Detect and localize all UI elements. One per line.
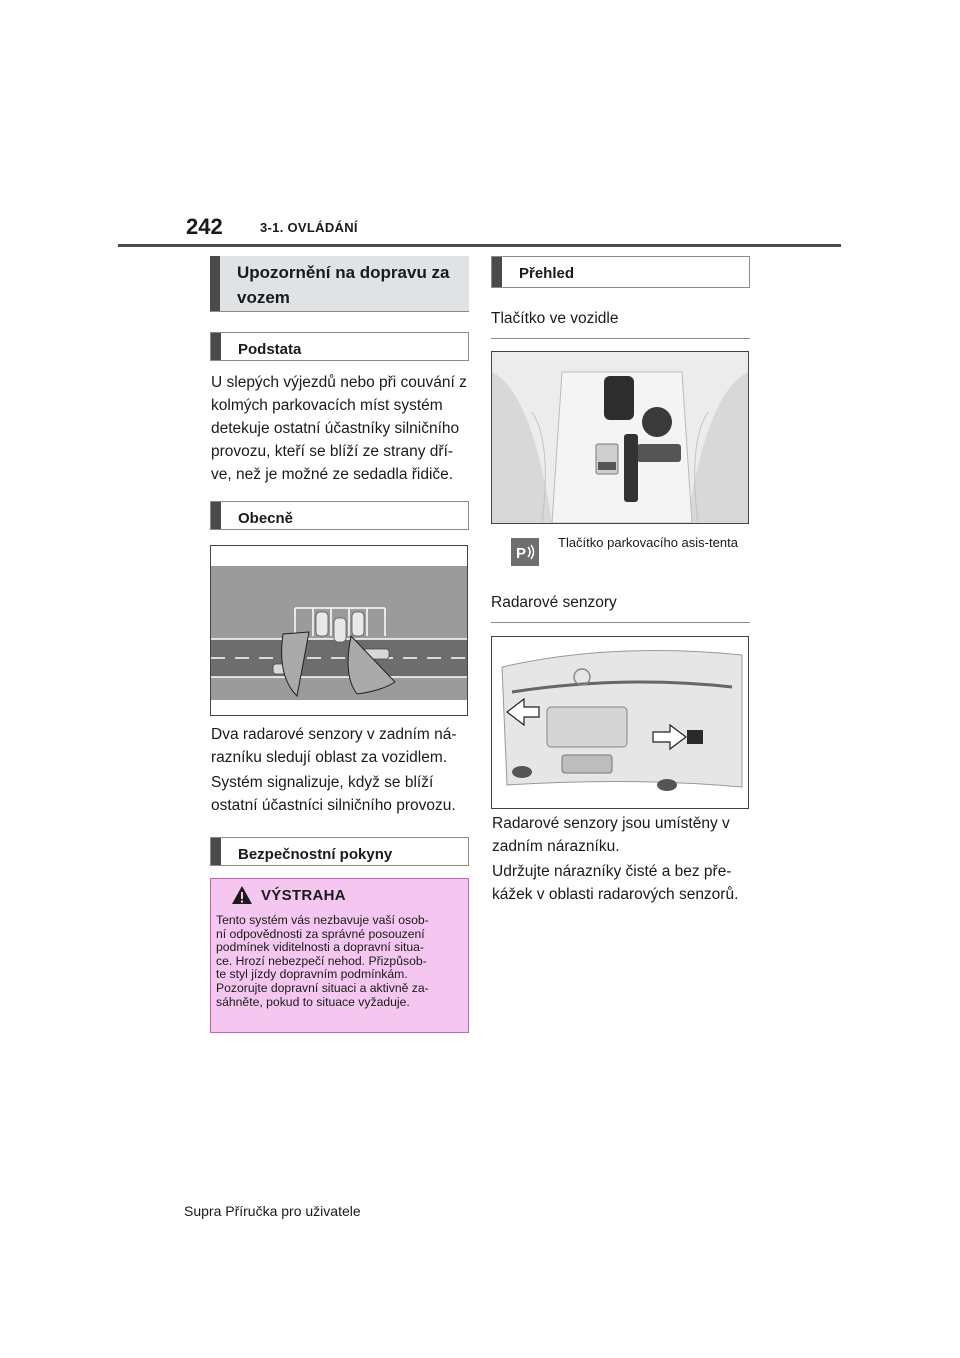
parking-radar-illustration bbox=[210, 545, 468, 716]
warning-triangle-icon bbox=[231, 885, 253, 905]
button-subheading bbox=[491, 310, 750, 339]
main-heading-text: Upozornění na dopravu za vozem bbox=[237, 263, 450, 307]
warning-title: VÝSTRAHA bbox=[261, 887, 346, 904]
heading-bar bbox=[211, 333, 221, 360]
footer-text: Supra Příručka pro uživatele bbox=[184, 1203, 361, 1219]
header-rule bbox=[118, 244, 841, 247]
prehled-heading bbox=[491, 256, 750, 288]
svg-text:P: P bbox=[516, 545, 527, 562]
obecne-heading-text: Obecně bbox=[238, 510, 294, 527]
parking-radar-svg bbox=[211, 546, 467, 715]
center-console-illustration bbox=[491, 351, 749, 524]
page-number: 242 bbox=[186, 214, 223, 239]
radar-subheading bbox=[491, 594, 750, 623]
safety-heading bbox=[210, 837, 469, 866]
button-caption: Tlačítko parkovacího asis-tenta bbox=[558, 535, 738, 550]
podstata-heading-text: Podstata bbox=[238, 341, 302, 358]
prehled-heading-text: Přehled bbox=[519, 265, 575, 282]
podstata-heading bbox=[210, 332, 469, 361]
parking-assist-icon bbox=[511, 538, 539, 566]
warning-text: Tento systém vás nezbavuje vaší osob- ní odpovědnosti za správné posouzení podmínek viditelnosti a dopravní situa- ce. Hrozí nebezpečí nehod. Přizpůsob- te styl jízdy dopravním podmínkám. Pozorujte dopravní situaci a aktivně za- sáhněte, pokud to situace vyžaduje. bbox=[216, 913, 429, 1009]
heading-bar bbox=[211, 838, 221, 865]
radar-paragraph-2: Udržujte nárazníky čisté a bez pře-kážek v oblasti radarových senzorů. bbox=[492, 863, 739, 903]
obecne-paragraph-2: Systém signalizuje, když se blíží ostatní účastníci silničního provozu. bbox=[211, 774, 456, 814]
podstata-paragraph: U slepých výjezdů nebo při couvání z kolmých parkovacích míst systém detekuje ostatní účastníky silničního provozu, kteří se blíží ze strany dří-ve, než je možné ze sedadla řidiče. bbox=[211, 374, 467, 483]
radar-paragraph-1: Radarové senzory jsou umístěny v zadním nárazníku. bbox=[492, 815, 730, 855]
rear-bumper-illustration bbox=[491, 636, 749, 809]
rear-bumper-svg bbox=[492, 637, 748, 808]
heading-bar bbox=[210, 256, 220, 311]
button-subheading-text: Tlačítko ve vozidle bbox=[491, 310, 619, 327]
section-title: 3-1. OVLÁDÁNÍ bbox=[260, 220, 358, 235]
center-console-svg bbox=[492, 352, 748, 523]
heading-bar bbox=[492, 257, 502, 287]
main-heading bbox=[210, 256, 469, 312]
obecne-paragraph-1: Dva radarové senzory v zadním ná-razníku sledují oblast za vozidlem. bbox=[211, 726, 457, 766]
radar-subheading-text: Radarové senzory bbox=[491, 594, 617, 611]
heading-bar bbox=[211, 502, 221, 529]
obecne-heading bbox=[210, 501, 469, 530]
parking-assist-icon-svg bbox=[511, 538, 539, 566]
safety-heading-text: Bezpečnostní pokyny bbox=[238, 846, 393, 863]
warning-box bbox=[210, 878, 469, 1033]
